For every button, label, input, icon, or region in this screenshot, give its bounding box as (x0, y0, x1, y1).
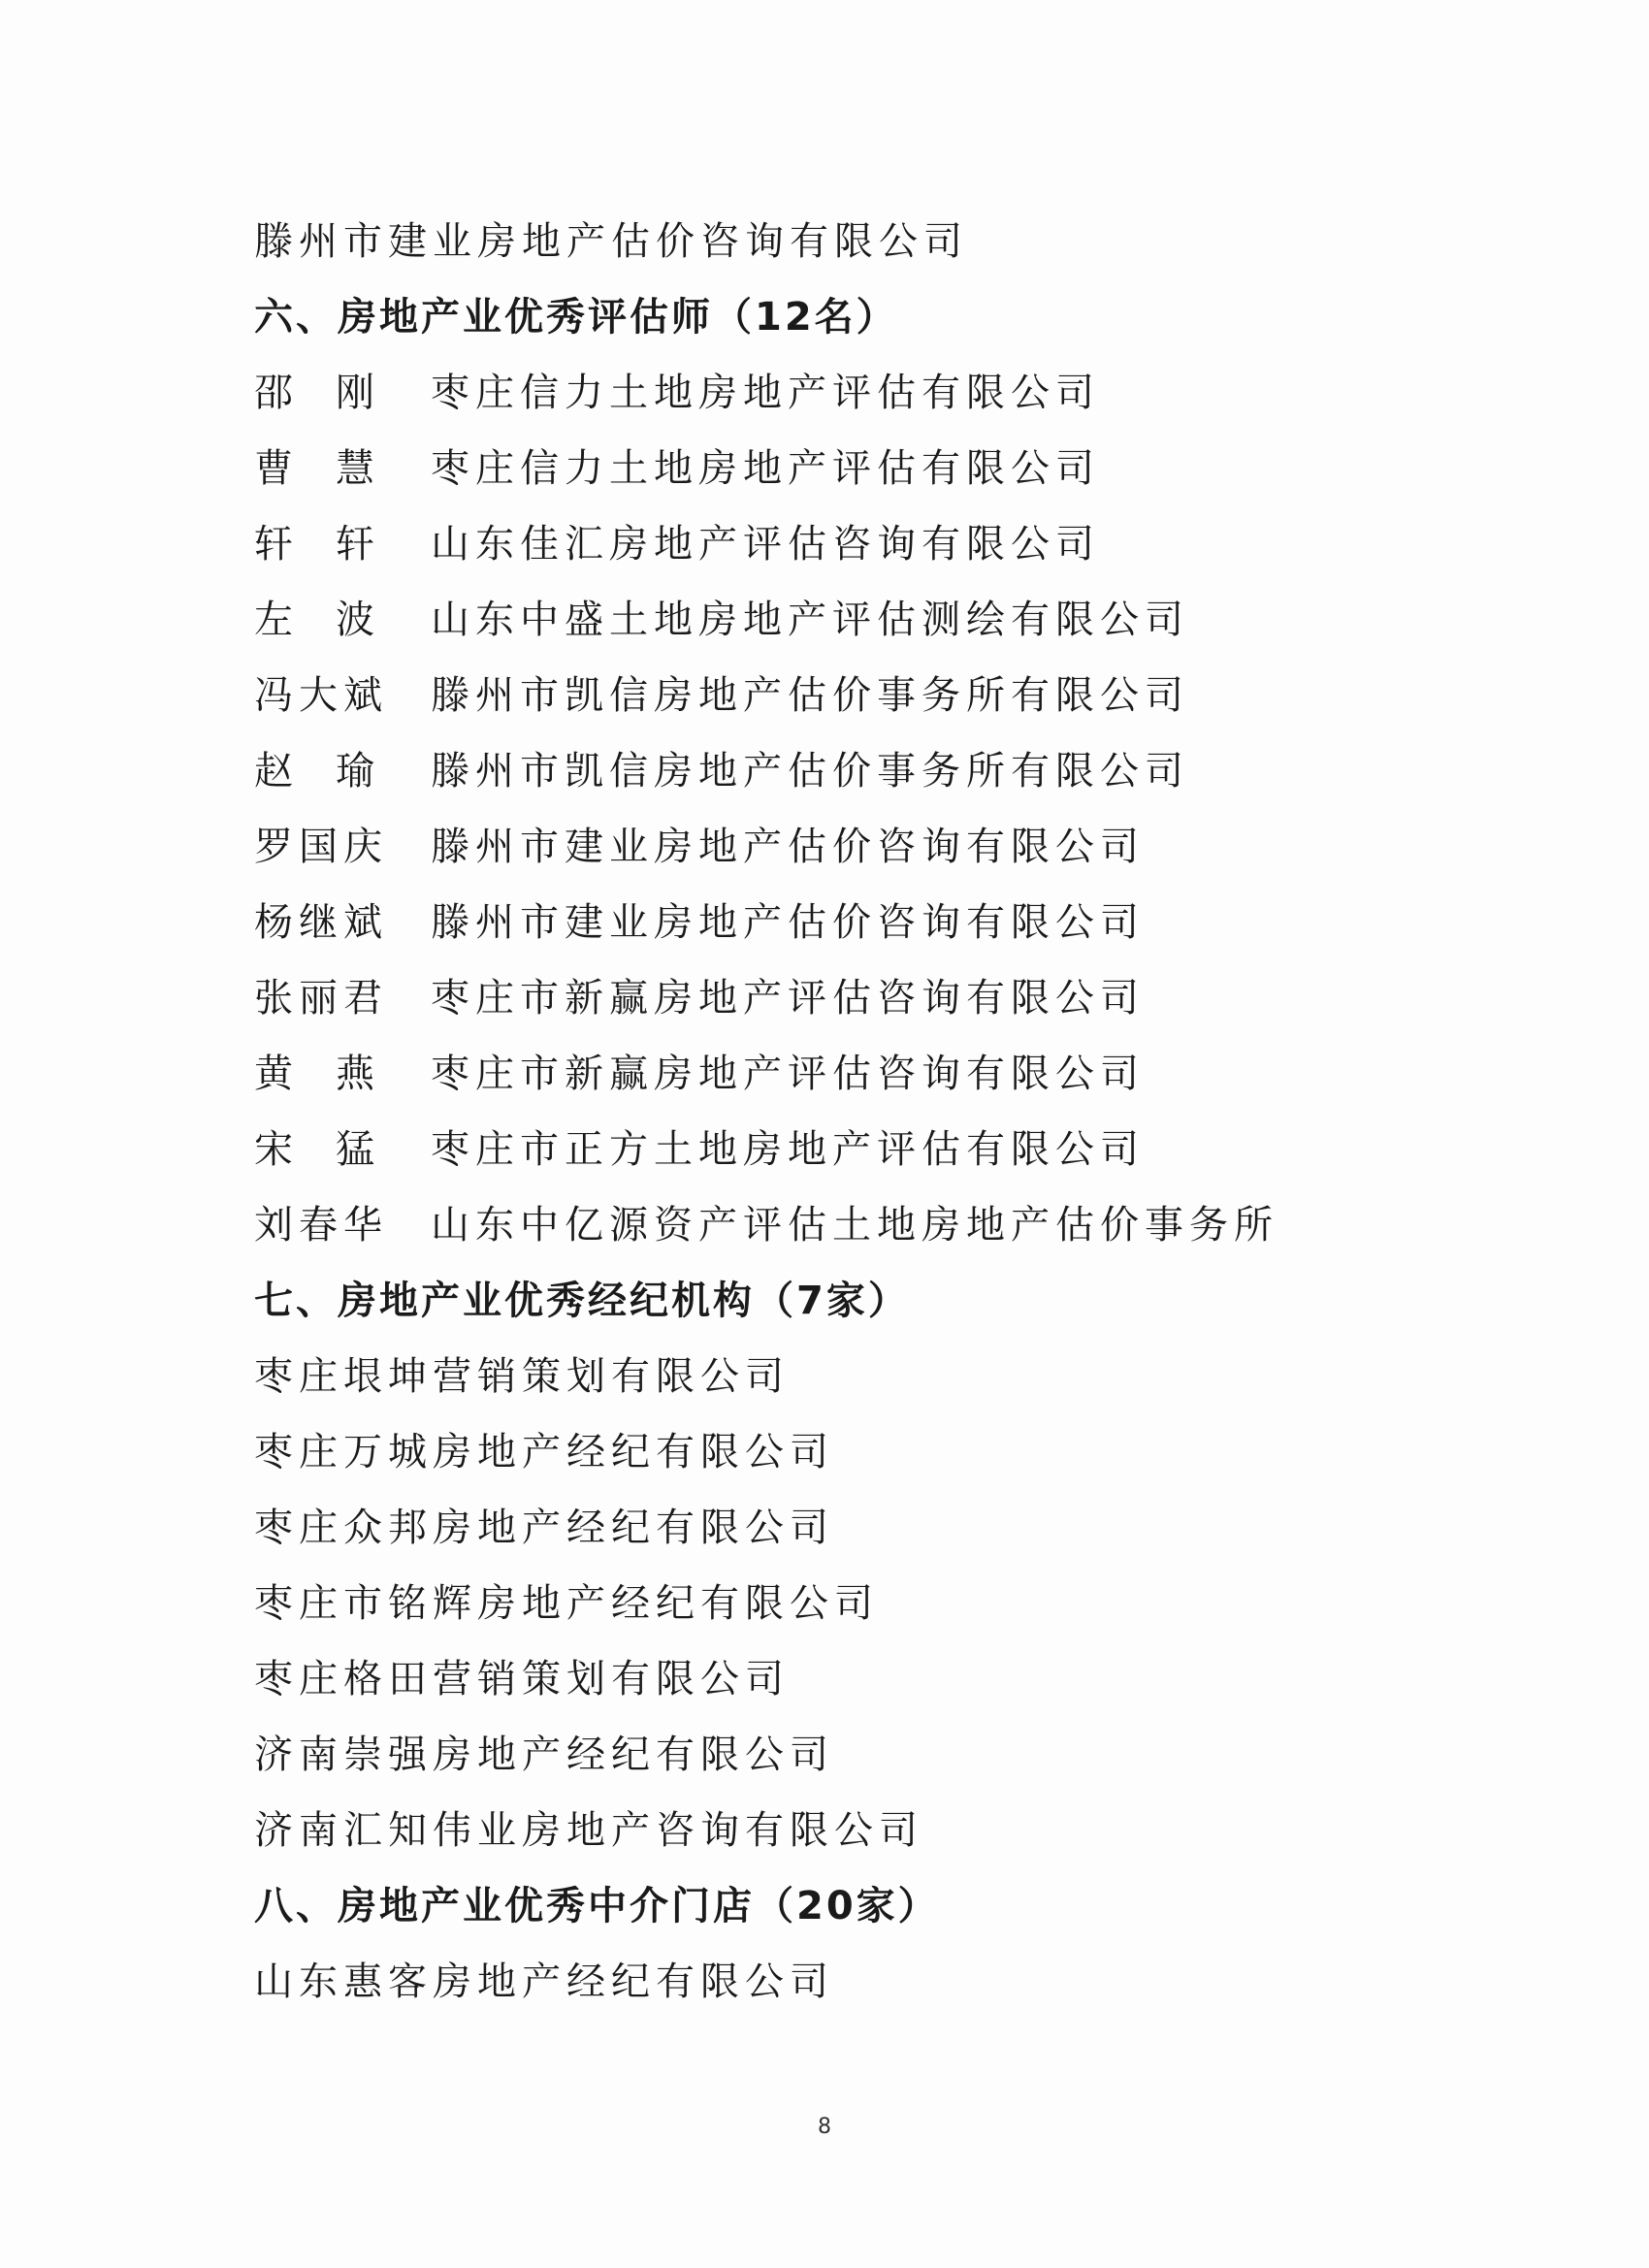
appraiser-entry (254, 733, 1418, 809)
appraiser-name: 杨 继 斌 (254, 900, 388, 945)
appraiser-entry (254, 1187, 1418, 1263)
appraiser-name: 左 波 (254, 598, 380, 642)
appraiser-entry (254, 431, 1418, 506)
appraiser-organization: 枣庄信力土地房地产评估有限公司 (431, 371, 1100, 415)
section-heading: 六、房地产业优秀评估师（12名） (254, 295, 898, 340)
appraiser-organization: 枣庄市正方土地房地产评估有限公司 (431, 1127, 1145, 1172)
appraiser-entry (254, 658, 1418, 733)
appraiser-organization: 滕州市凯信房地产估价事务所有限公司 (431, 673, 1189, 718)
appraiser-name: 赵 瑜 (254, 749, 380, 794)
section-heading: 七、房地产业优秀经纪机构（7家） (254, 1279, 910, 1323)
section-heading: 八、房地产业优秀中介门店（20家） (254, 1884, 940, 1928)
company-entry: 济南汇知伟业房地产咨询有限公司 (254, 1808, 923, 1853)
appraiser-organization: 枣庄市新赢房地产评估咨询有限公司 (431, 1052, 1145, 1096)
appraiser-name: 刘 春 华 (254, 1203, 388, 1247)
company-entry: 山东惠客房地产经纪有限公司 (254, 1960, 834, 2004)
appraiser-entry (254, 582, 1418, 658)
appraiser-entry (254, 809, 1418, 885)
appraiser-entry (254, 1112, 1418, 1187)
appraiser-organization: 枣庄市新赢房地产评估咨询有限公司 (431, 976, 1145, 1021)
appraiser-name: 罗 国 庆 (254, 825, 388, 869)
appraiser-entry (254, 885, 1418, 960)
appraiser-organization: 滕州市凯信房地产估价事务所有限公司 (431, 749, 1189, 794)
appraiser-name: 冯 大 斌 (254, 673, 388, 718)
appraiser-organization: 山东中亿源资产评估土地房地产估价事务所 (431, 1203, 1278, 1247)
appraiser-entry (254, 1036, 1418, 1112)
appraiser-organization: 山东中盛土地房地产评估测绘有限公司 (431, 598, 1189, 642)
appraiser-entry (254, 960, 1418, 1036)
company-entry: 济南崇强房地产经纪有限公司 (254, 1733, 834, 1777)
company-entry: 枣庄市铭辉房地产经纪有限公司 (254, 1581, 879, 1626)
appraiser-organization: 滕州市建业房地产估价咨询有限公司 (431, 825, 1145, 869)
appraiser-entry (254, 355, 1418, 431)
appraiser-name: 轩 轩 (254, 522, 380, 567)
company-entry: 枣庄万城房地产经纪有限公司 (254, 1430, 834, 1474)
company-entry: 枣庄垠坤营销策划有限公司 (254, 1354, 790, 1399)
appraiser-name: 张 丽 君 (254, 976, 388, 1021)
document-body (254, 204, 1418, 2020)
appraiser-organization: 枣庄信力土地房地产评估有限公司 (431, 446, 1100, 491)
appraiser-organization: 滕州市建业房地产估价咨询有限公司 (431, 900, 1145, 945)
appraiser-organization: 山东佳汇房地产评估咨询有限公司 (431, 522, 1100, 567)
page-number: 8 (818, 2115, 831, 2139)
appraiser-name: 曹 慧 (254, 446, 380, 491)
appraiser-entry (254, 506, 1418, 582)
appraiser-name: 宋 猛 (254, 1127, 380, 1172)
company-entry: 滕州市建业房地产估价咨询有限公司 (254, 219, 968, 264)
company-entry: 枣庄格田营销策划有限公司 (254, 1657, 790, 1701)
appraiser-name: 黄 燕 (254, 1052, 380, 1096)
company-entry: 枣庄众邦房地产经纪有限公司 (254, 1506, 834, 1550)
appraiser-name: 邵 刚 (254, 371, 380, 415)
